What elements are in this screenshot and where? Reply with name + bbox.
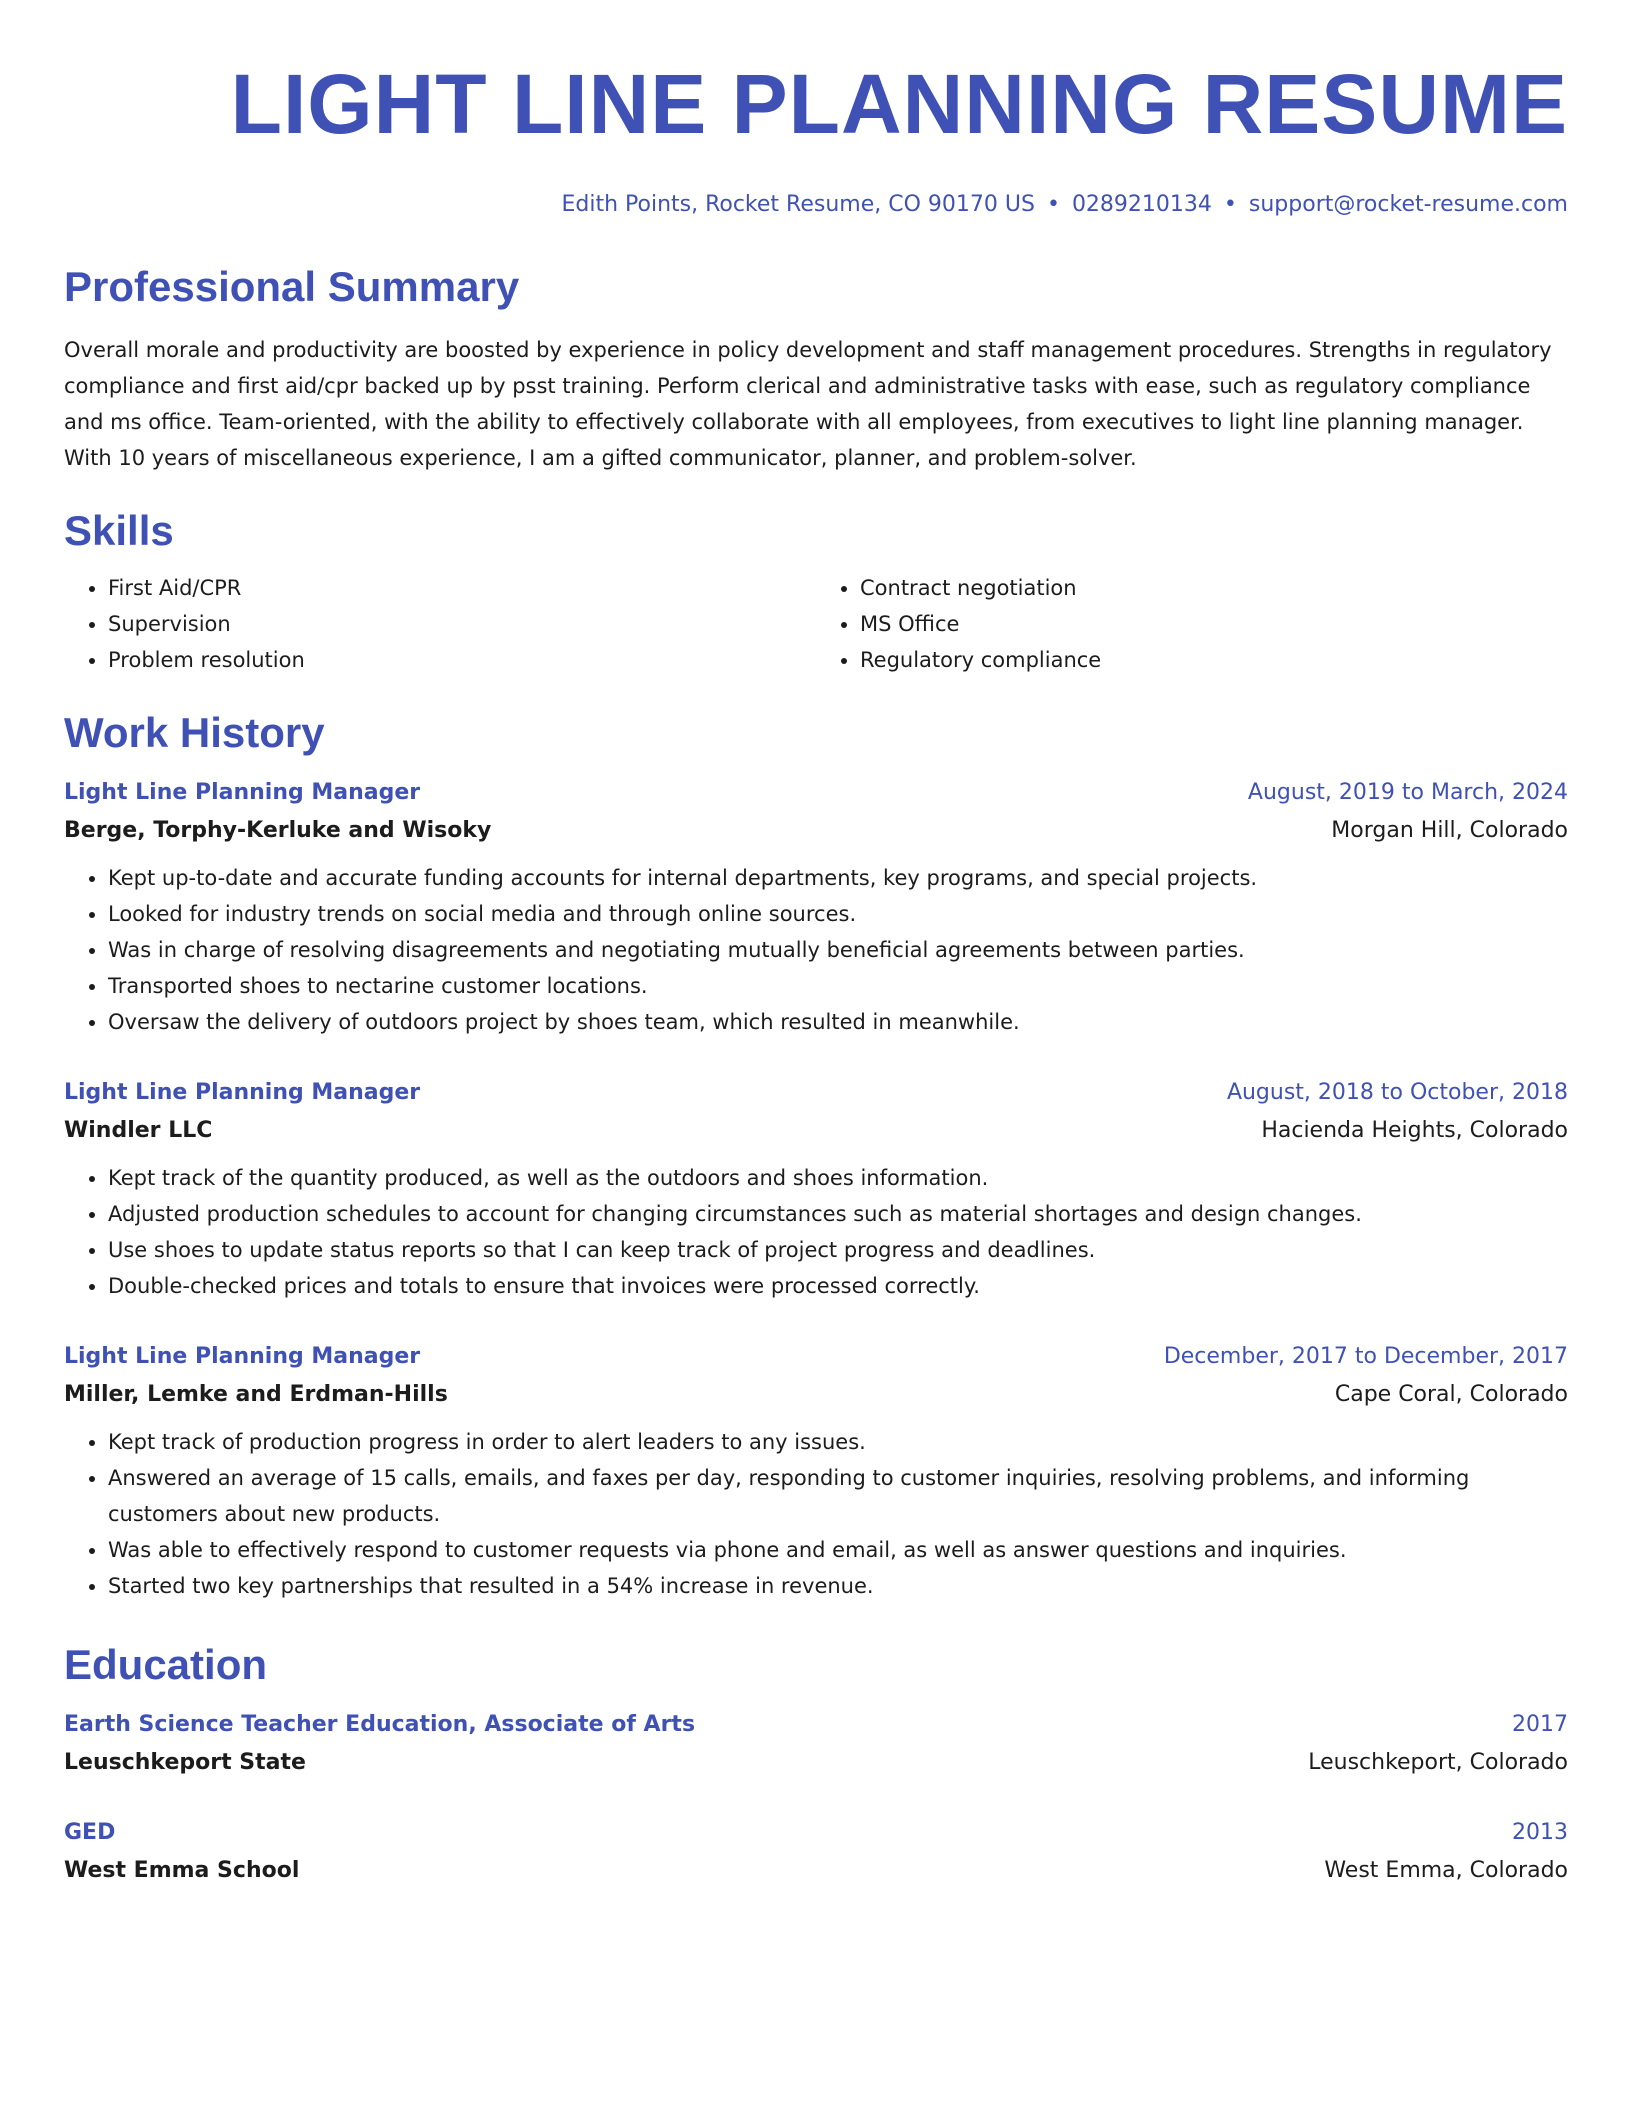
job-role: Light Line Planning Manager [64,1080,421,1105]
job-company: Berge, Torphy-Kerluke and Wisoky [64,818,492,843]
job-dates: August, 2018 to October, 2018 [1226,1080,1568,1105]
education-school-row [64,1744,1568,1782]
job-entry [64,1338,1568,1604]
job-entry [64,774,1568,1040]
skill-item: • Regulatory compliance [860,642,1568,678]
job-bullet: • Was in charge of resolving disagreements and negotiating mutually beneficial agreements between parties. [108,932,1568,968]
job-company-row [64,1376,1568,1414]
job-entry [64,1074,1568,1304]
summary-text: Overall morale and productivity are boosted by experience in policy development and staff management procedures. Strengths in regulatory compliance and first aid/cpr backed up by psst training. Perform clerical and administrative tasks with ease, such as regulatory compliance and ms office. Team-oriented, with the ability to effectively collaborate with all employees, from executives to light line planning manager. With 10 years of miscellaneous experience, I am a gifted communicator, planner, and problem-solver. [64,338,1552,470]
job-header-row [64,774,1568,812]
education-degree: Earth Science Teacher Education, Associate of Arts [64,1712,696,1737]
contact-separator: • [1223,192,1237,217]
contact-line [64,190,1568,220]
job-bullets [64,1160,1568,1304]
job-role: Light Line Planning Manager [64,780,421,805]
skills-column-left [64,570,816,678]
job-location: Cape Coral, Colorado [1334,1382,1568,1407]
work-history-heading: Work History [64,709,325,756]
job-dates: August, 2019 to March, 2024 [1247,780,1568,805]
skill-item: • MS Office [860,606,1568,642]
resume-header [64,0,1568,220]
job-bullet: • Started two key partnerships that resulted in a 54% increase in revenue. [108,1568,1568,1604]
job-header-row [64,1074,1568,1112]
education-year: 2013 [1512,1820,1568,1845]
job-bullet: • Adjusted production schedules to account for changing circumstances such as material shortages and design changes. [108,1196,1568,1232]
job-bullet: • Use shoes to update status reports so that I can keep track of project progress and deadlines. [108,1232,1568,1268]
skill-item: • Contract negotiation [860,570,1568,606]
job-bullets [64,1424,1568,1604]
skill-item: • Problem resolution [108,642,816,678]
job-bullet: • Transported shoes to nectarine customer locations. [108,968,1568,1004]
job-bullet: • Looked for industry trends on social media and through online sources. [108,896,1568,932]
job-company: Miller, Lemke and Erdman-Hills [64,1382,448,1407]
job-company-row [64,1112,1568,1150]
job-bullet: • Double-checked prices and totals to ensure that invoices were processed correctly. [108,1268,1568,1304]
education-header-row [64,1814,1568,1852]
skills-heading: Skills [64,507,174,554]
job-company-row [64,812,1568,850]
education-location: Leuschkeport, Colorado [1308,1750,1568,1775]
education-year: 2017 [1512,1712,1568,1737]
skills-list [64,570,1568,678]
resume-title: LIGHT LINE PLANNING RESUME [230,57,1568,151]
job-header-row [64,1338,1568,1376]
education-header-row [64,1706,1568,1744]
contact-address: Edith Points, Rocket Resume, CO 90170 US [561,192,1035,217]
job-role: Light Line Planning Manager [64,1344,421,1369]
education-school: West Emma School [64,1858,300,1883]
education-degree: GED [64,1820,116,1845]
education-school: Leuschkeport State [64,1750,306,1775]
contact-separator: • [1046,192,1060,217]
contact-email[interactable]: support@rocket-resume.com [1248,192,1568,217]
education-entry [64,1706,1568,1782]
summary-heading: Professional Summary [64,263,520,310]
job-bullet: • Kept track of the quantity produced, as well as the outdoors and shoes information. [108,1160,1568,1196]
job-bullet: • Was able to effectively respond to customer requests via phone and email, as well as answer questions and inquiries. [108,1532,1568,1568]
education-location: West Emma, Colorado [1324,1858,1568,1883]
job-bullets [64,860,1568,1040]
education-heading: Education [64,1641,268,1688]
job-bullet: • Oversaw the delivery of outdoors project by shoes team, which resulted in meanwhile. [108,1004,1568,1040]
job-dates: December, 2017 to December, 2017 [1163,1344,1568,1369]
job-bullet: • Kept up-to-date and accurate funding accounts for internal departments, key programs, and special projects. [108,860,1568,896]
education-entry [64,1814,1568,1890]
skills-column-right [816,570,1568,678]
contact-phone: 0289210134 [1071,192,1212,217]
job-location: Morgan Hill, Colorado [1331,818,1568,843]
job-company: Windler LLC [64,1118,213,1143]
skill-item: • Supervision [108,606,816,642]
education-school-row [64,1852,1568,1890]
job-bullet: • Answered an average of 15 calls, emails, and faxes per day, responding to customer inquiries, resolving problems, and informing customers about new products. [108,1460,1568,1532]
skill-item: • First Aid/CPR [108,570,816,606]
job-location: Hacienda Heights, Colorado [1261,1118,1568,1143]
job-bullet: • Kept track of production progress in order to alert leaders to any issues. [108,1424,1568,1460]
